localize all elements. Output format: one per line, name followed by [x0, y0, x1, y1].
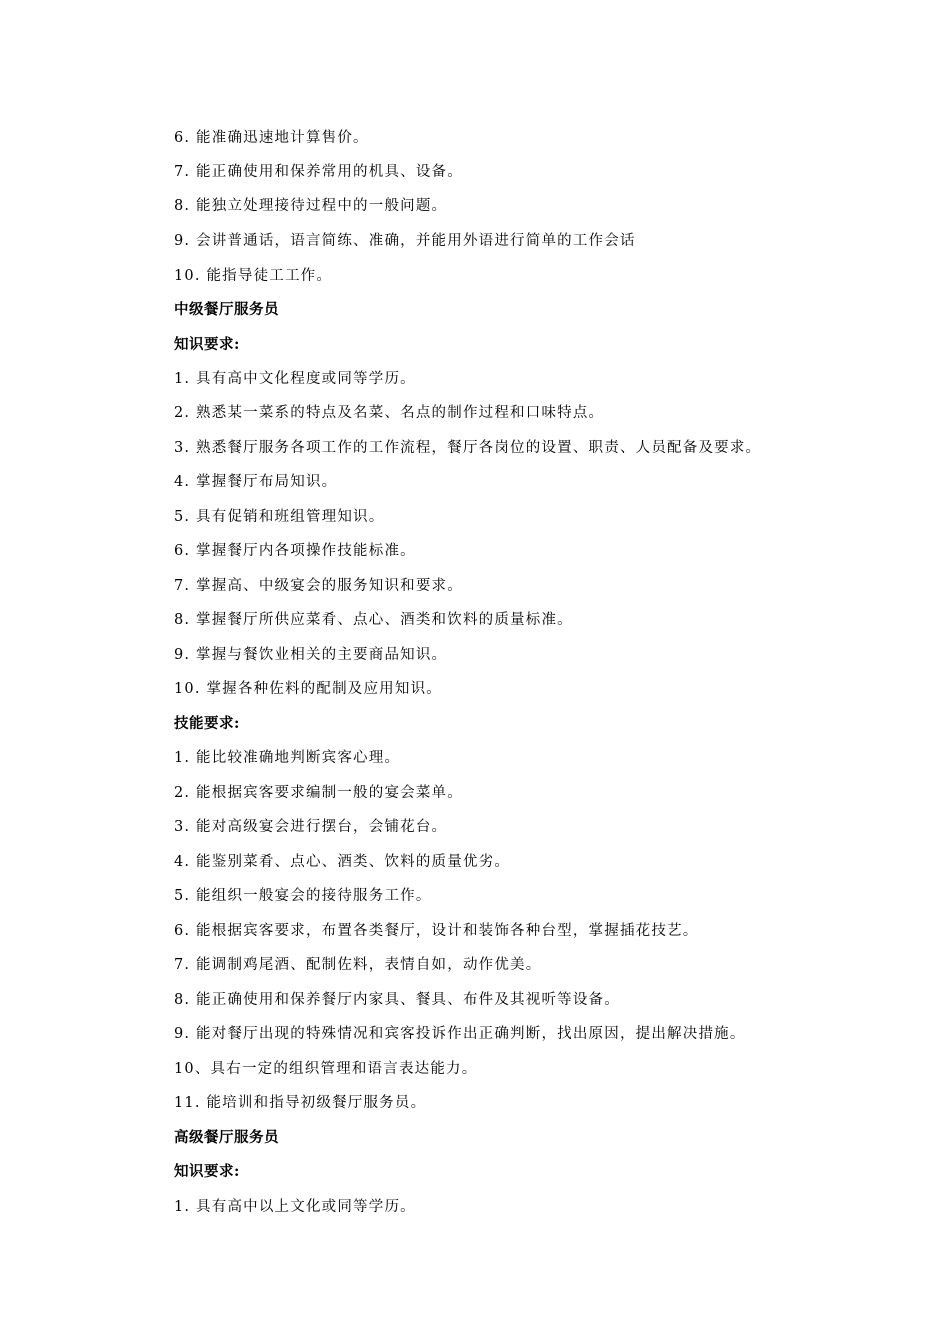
- subsection-heading: 技能要求:: [174, 715, 240, 732]
- list-item: 7. 掌握高、中级宴会的服务知识和要求。: [174, 578, 463, 594]
- list-item: 1. 具有高中文化程度或同等学历。: [174, 371, 416, 387]
- list-item: 1. 能比较准确地判断宾客心理。: [174, 750, 401, 766]
- list-item: 2. 熟悉某一菜系的特点及名菜、名点的制作过程和口味特点。: [174, 405, 605, 421]
- list-item: 5. 具有促销和班组管理知识。: [174, 509, 385, 525]
- list-item: 1. 具有高中以上文化或同等学历。: [174, 1199, 416, 1215]
- list-item: 6. 掌握餐厅内各项操作技能标准。: [174, 543, 416, 559]
- list-item: 10. 能指导徒工工作。: [174, 268, 333, 284]
- list-item: 9. 掌握与餐饮业相关的主要商品知识。: [174, 647, 448, 663]
- list-item: 8. 能正确使用和保养餐厅内家具、餐具、布件及其视听等设备。: [174, 992, 620, 1008]
- list-item: 4. 能鉴别菜肴、点心、酒类、饮料的质量优劣。: [174, 854, 511, 870]
- list-item: 8. 能独立处理接待过程中的一般问题。: [174, 198, 448, 214]
- list-item: 10、具右一定的组织管理和语言表达能力。: [174, 1061, 478, 1077]
- section-heading: 高级餐厅服务员: [174, 1129, 279, 1146]
- list-item: 7. 能正确使用和保养常用的机具、设备。: [174, 164, 463, 180]
- subsection-heading: 知识要求:: [174, 336, 240, 353]
- subsection-heading: 知识要求:: [174, 1163, 240, 1180]
- list-item: 11. 能培训和指导初级餐厅服务员。: [174, 1095, 427, 1111]
- section-heading: 中级餐厅服务员: [174, 301, 279, 318]
- list-item: 9. 会讲普通话，语言简练、准确，并能用外语进行简单的工作会话: [174, 233, 636, 249]
- list-item: 8. 掌握餐厅所供应菜肴、点心、酒类和饮料的质量标准。: [174, 612, 573, 628]
- list-item: 4. 掌握餐厅布局知识。: [174, 474, 338, 490]
- list-item: 10. 掌握各种佐料的配制及应用知识。: [174, 681, 442, 697]
- list-item: 2. 能根据宾客要求编制一般的宴会菜单。: [174, 785, 463, 801]
- list-item: 9. 能对餐厅出现的特殊情况和宾客投诉作出正确判断，找出原因，提出解决措施。: [174, 1026, 746, 1042]
- list-item: 6. 能根据宾客要求，布置各类餐厅，设计和装饰各种台型，掌握插花技艺。: [174, 923, 699, 939]
- list-item: 7. 能调制鸡尾酒、配制佐料，表情自如，动作优美。: [174, 957, 542, 973]
- list-item: 6. 能准确迅速地计算售价。: [174, 130, 369, 146]
- list-item: 3. 能对高级宴会进行摆台，会铺花台。: [174, 819, 448, 835]
- list-item: 3. 熟悉餐厅服务各项工作的工作流程，餐厅各岗位的设置、职责、人员配备及要求。: [174, 440, 762, 456]
- list-item: 5. 能组织一般宴会的接待服务工作。: [174, 888, 432, 904]
